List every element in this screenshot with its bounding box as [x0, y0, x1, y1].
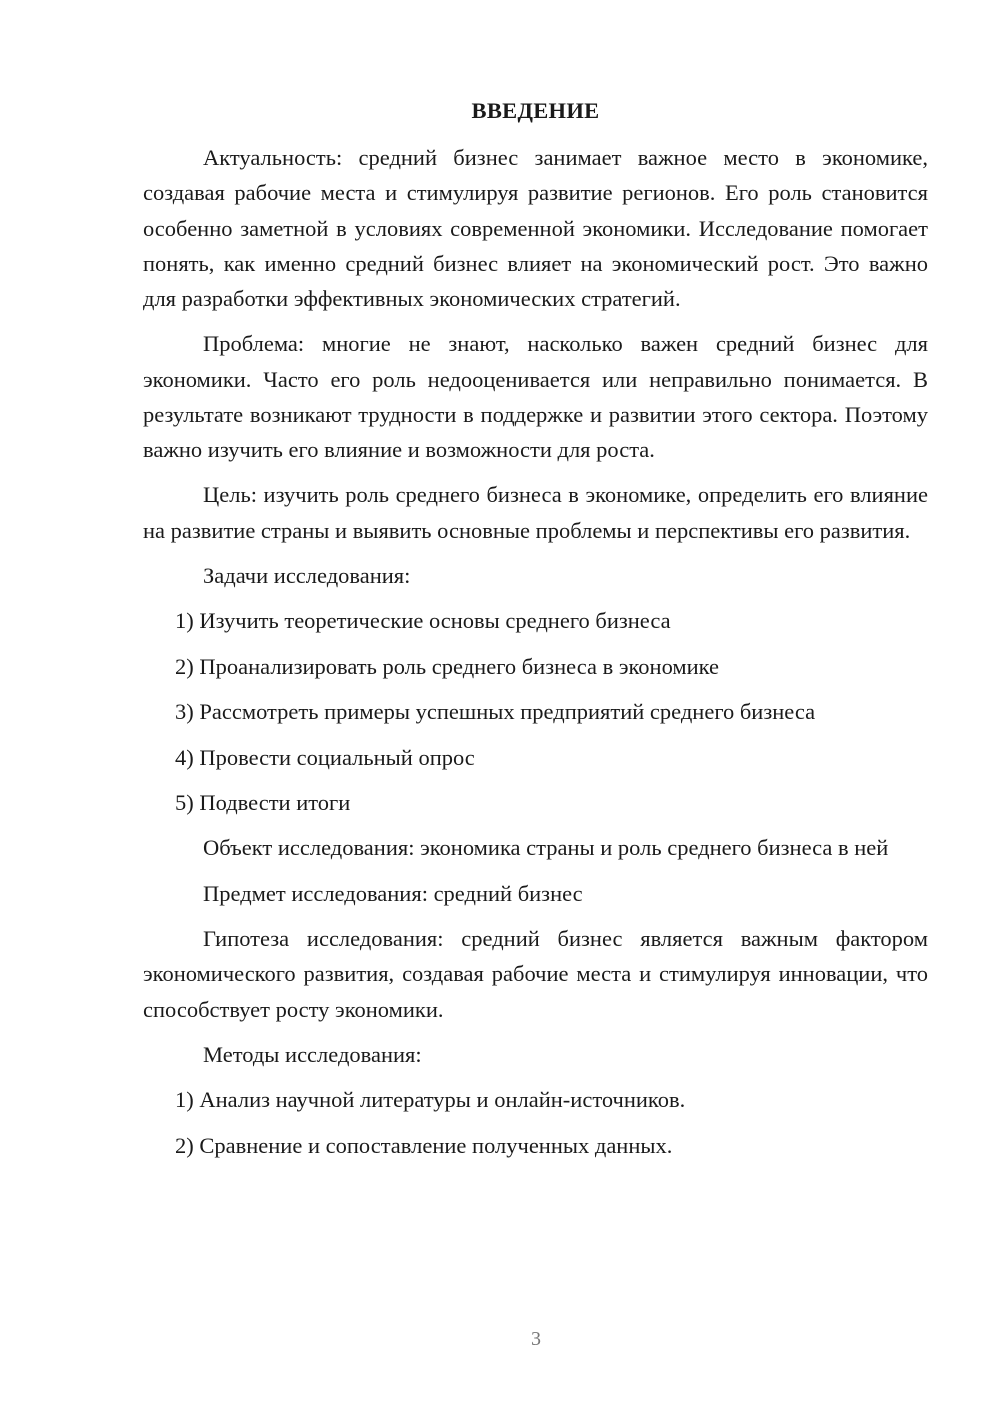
method-item: 1) Анализ научной литературы и онлайн-источников.: [175, 1087, 686, 1113]
relevance-paragraph: Актуальность: средний бизнес занимает важное место в экономике, создавая рабочие места и стимулируя развитие регионов. Его роль становится особенно заметной в условиях современной экономики. Исследование помогает понять, как именно средний бизнес влияет на экономический рост. Это важно для разработки эффективных экономических стратегий.: [143, 145, 928, 312]
task-item: 3) Рассмотреть примеры успешных предприятий среднего бизнеса: [175, 699, 816, 725]
methods-heading: Методы исследования:: [203, 1041, 422, 1067]
methods-list: [143, 1082, 928, 1163]
task-item: 1) Изучить теоретические основы среднего бизнеса: [175, 608, 671, 634]
task-item: 2) Проанализировать роль среднего бизнеса в экономике: [175, 653, 720, 679]
problem-paragraph: Проблема: многие не знают, насколько важен средний бизнес для экономики. Часто его роль недооценивается или неправильно понимается. В результате возникают трудности в поддержке и развитии этого сектора. Поэтому важно изучить его влияние и возможности для роста.: [143, 331, 928, 463]
object-paragraph: Объект исследования: экономика страны и роль среднего бизнеса в ней: [203, 835, 889, 861]
tasks-heading: Задачи исследования:: [203, 563, 411, 588]
document-page: [143, 93, 928, 1173]
goal-paragraph: Цель: изучить роль среднего бизнеса в экономике, определить его влияние на развитие страны и выявить основные проблемы и перспективы его развития.: [143, 482, 928, 543]
task-item: 5) Подвести итоги: [175, 789, 351, 815]
subject-paragraph: Предмет исследования: средний бизнес: [203, 880, 583, 906]
page-number: 3: [531, 1328, 541, 1350]
method-item: 2) Сравнение и сопоставление полученных данных.: [175, 1132, 673, 1158]
hypothesis-paragraph: Гипотеза исследования: средний бизнес является важным фактором экономического развития, создавая рабочие места и стимулируя инновации, что способствует росту экономики.: [143, 926, 928, 1022]
section-title: ВВЕДЕНИЕ: [471, 98, 600, 123]
task-item: 4) Провести социальный опрос: [175, 744, 475, 770]
tasks-list: [143, 603, 928, 820]
